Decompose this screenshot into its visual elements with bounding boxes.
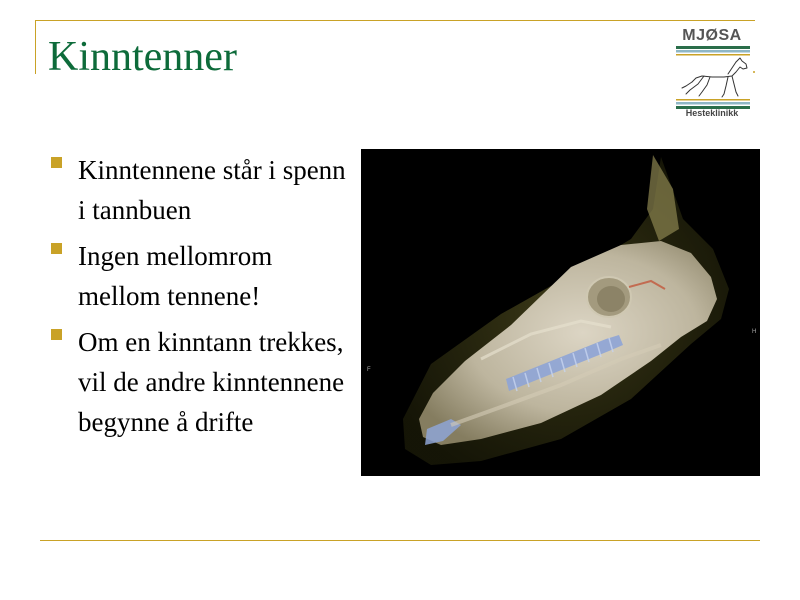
square-bullet-icon xyxy=(51,157,62,168)
horse-skull-ct-image xyxy=(361,149,760,476)
header-frame-top-line xyxy=(35,20,755,21)
bullet-text: Ingen mellomrom mellom tennene! xyxy=(78,241,273,311)
skull-render-illustration xyxy=(361,149,760,476)
clinic-logo xyxy=(674,26,760,124)
square-bullet-icon xyxy=(51,243,62,254)
bullet-item xyxy=(48,236,348,316)
logo-wordmark: MJØSA xyxy=(682,27,742,44)
bullet-text: Om en kinntann trekkes, vil de andre kinntennene begynne å drifte xyxy=(78,327,345,437)
bullet-item xyxy=(48,322,348,442)
square-bullet-icon xyxy=(51,329,62,340)
orientation-marker-f: F xyxy=(367,367,371,373)
logo-subtitle: Hesteklinikk xyxy=(685,108,739,118)
bullet-item xyxy=(48,150,348,230)
header-frame-left-line xyxy=(35,20,36,74)
bullet-text: Kinntennene står i spenn i tannbuen xyxy=(78,155,346,225)
orientation-marker-h: H xyxy=(752,329,757,335)
footer-divider-line xyxy=(40,540,760,541)
horse-logo-icon xyxy=(674,44,760,118)
slide-title: Kinntenner xyxy=(48,34,237,80)
bullet-list xyxy=(48,150,348,448)
